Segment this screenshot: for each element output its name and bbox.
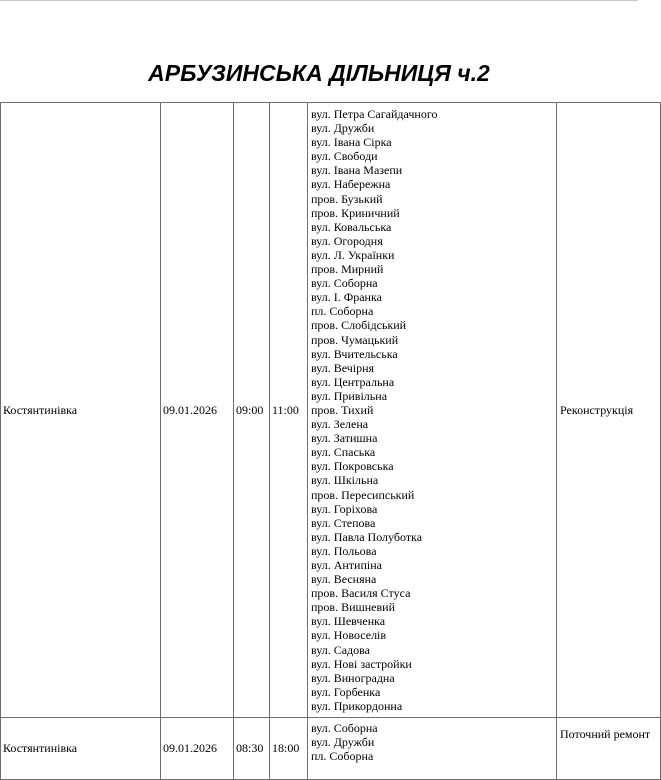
street-list-item: вул. Покровська (311, 459, 394, 474)
street-list-item: пров. Тихий (311, 402, 374, 417)
street-list-item: вул. Ковальська (311, 219, 392, 234)
time-start-cell: 09:00 (234, 103, 270, 718)
street-list-item: вул. Вечірня (311, 360, 375, 375)
street-list-item: пров. Мирний (311, 262, 384, 277)
street-list-item: вул. Польова (311, 543, 377, 558)
locality-cell: Костянтинівка (1, 103, 161, 718)
street-list-item: вул. Центральна (311, 374, 395, 389)
street-list-item: вул. Свободи (311, 149, 378, 164)
table-row (1, 103, 661, 718)
street-list-item: вул. Соборна (311, 721, 378, 735)
street-list-item: вул. Павла Полуботка (311, 529, 423, 544)
street-list-item: вул. Івана Мазепи (311, 163, 403, 178)
street-list-item: вул. Горбенка (311, 684, 381, 699)
street-list-item: пл. Соборна (311, 304, 374, 319)
street-list-item: вул. Шкільна (311, 473, 379, 488)
street-list-item: вул. Набережна (311, 177, 391, 192)
street-list-item: пров. Василя Стуса (311, 586, 411, 601)
work-type-cell: Поточний ремонт (557, 718, 661, 780)
street-list-item: вул. Спаська (311, 445, 376, 460)
time-start-cell: 08:30 (234, 718, 270, 780)
street-list-item: пров. Пересипський (311, 487, 415, 502)
street-list-item: вул. Шевченка (311, 614, 386, 629)
street-list-item: пров. Криничний (311, 205, 400, 220)
street-list-item: пров. Вишневий (311, 600, 396, 615)
street-list-item: вул. Нові застройки (311, 656, 412, 671)
top-border-line (0, 0, 638, 1)
street-list-item: вул. Огородня (311, 233, 383, 248)
street-list-item: вул. Івана Сірка (311, 135, 392, 150)
work-type-cell: Реконструкція (557, 103, 661, 718)
street-list-item: вул. Соборна (311, 276, 378, 291)
street-list-item: вул. Дружби (311, 735, 375, 750)
date-cell: 09.01.2026 (161, 103, 234, 718)
date-cell: 09.01.2026 (161, 718, 234, 780)
table-row (1, 718, 661, 780)
street-list-item: вул. Антипіна (311, 558, 382, 572)
street-list-item: вул. Л. Українки (311, 247, 395, 262)
street-list-item: вул. Горіхова (311, 501, 378, 516)
time-end-cell: 18:00 (270, 718, 308, 780)
street-list-item: вул. Привільна (311, 388, 388, 403)
street-list-item: вул. Вчительська (311, 346, 398, 361)
street-list-item: вул. Весняна (311, 572, 377, 587)
locality-cell: Костянтинівка (1, 718, 161, 780)
page-title: АРБУЗИНСЬКА ДІЛЬНИЦЯ ч.2 (148, 60, 490, 86)
street-list-item: вул. Затишна (311, 431, 378, 446)
street-list-item: вул. Садова (311, 642, 370, 657)
streets-cell (308, 103, 557, 718)
street-list-item: вул. Прикордонна (311, 698, 403, 713)
streets-cell (308, 718, 557, 780)
street-list-item: пров. Бузький (311, 191, 383, 206)
street-list-item: пл. Соборна (311, 749, 374, 764)
street-list-item: вул. Дружби (311, 121, 375, 136)
street-list-item: вул. Зелена (311, 417, 369, 432)
street-list-item: вул. Новоселів (311, 628, 387, 643)
street-list-item: вул. Степова (311, 515, 376, 530)
street-list-item: пров. Слобідський (311, 318, 407, 333)
street-list-item: вул. Виноградна (311, 670, 395, 685)
time-end-cell: 11:00 (270, 103, 308, 718)
street-list-item: вул. Петра Сагайдачного (311, 107, 438, 121)
outage-schedule-table (0, 102, 661, 780)
street-list-item: пров. Чумацький (311, 332, 399, 347)
street-list-item: вул. І. Франка (311, 290, 382, 305)
